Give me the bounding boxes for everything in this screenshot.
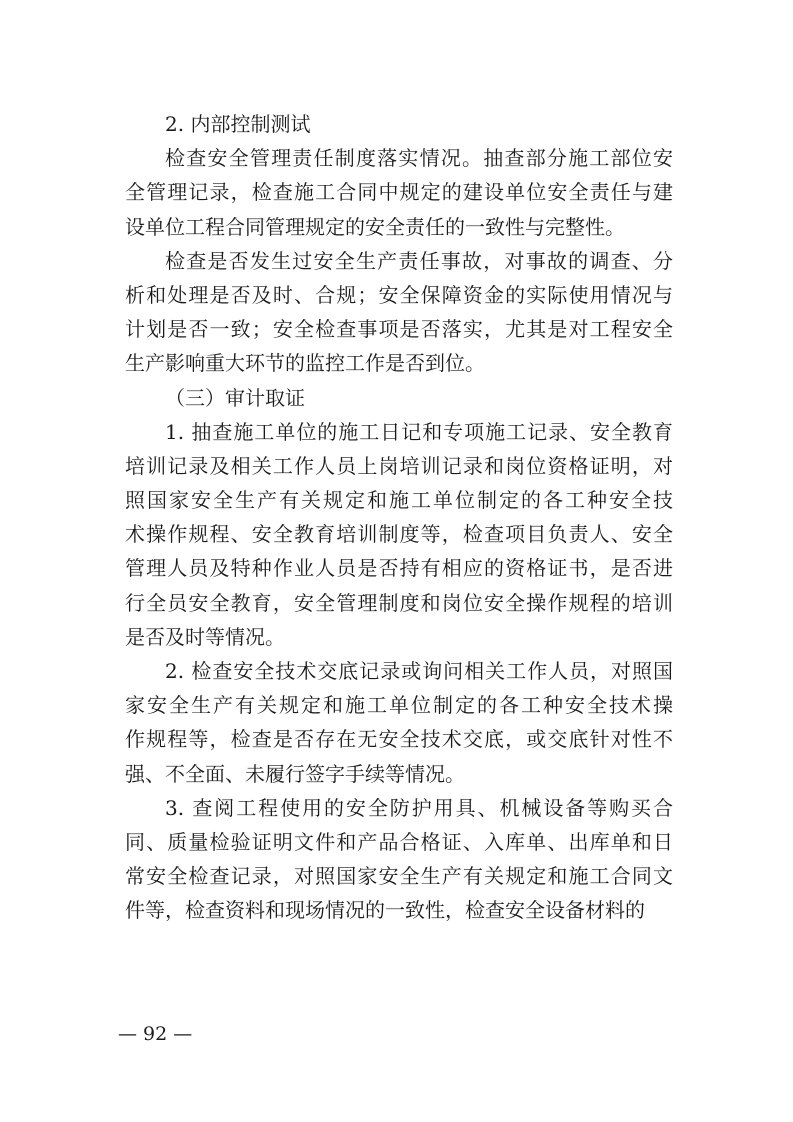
- paragraph-line: 检查是否发生过安全生产责任事故，对事故的调查、分: [165, 248, 673, 273]
- paragraph-line: 析和处理是否及时、合规；安全保障资金的实际使用情况与: [125, 282, 673, 307]
- item-3: [125, 791, 673, 928]
- paragraph-line: 照国家安全生产有关规定和施工单位制定的各工种安全技: [125, 488, 673, 513]
- item-2: [125, 654, 673, 791]
- paragraph-line: 常安全检查记录，对照国家安全生产有关规定和施工合同文: [125, 864, 673, 889]
- paragraph-line: 强、不全面、未履行签字手续等情况。: [125, 761, 465, 786]
- page-number: — 92 —: [118, 1023, 193, 1045]
- paragraph-line: 管理人员及特种作业人员是否持有相应的资格证书，是否进: [125, 556, 673, 581]
- paragraph-line: 是否及时等情况。: [125, 624, 285, 649]
- paragraph-line: 同、质量检验证明文件和产品合格证、入库单、出库单和日: [125, 829, 673, 854]
- paragraph-line: 作规程等，检查是否存在无安全技术交底，或交底针对性不: [125, 727, 673, 752]
- heading-internal-control-test: [125, 107, 673, 141]
- paragraph-line: 3. 查阅工程使用的安全防护用具、机械设备等购买合: [165, 795, 673, 820]
- paragraph-line: 计划是否一致；安全检查事项是否落实，尤其是对工程安全: [125, 317, 673, 342]
- paragraph-line: 全管理记录，检查施工合同中规定的建设单位安全责任与建: [125, 180, 673, 205]
- para-accident-check: [125, 244, 673, 381]
- paragraph-line: 术操作规程、安全教育培训制度等，检查项目负责人、安全: [125, 522, 673, 547]
- paragraph-line: 培训记录及相关工作人员上岗培训记录和岗位资格证明，对: [125, 453, 673, 478]
- paragraph-line: 检查安全管理责任制度落实情况。抽查部分施工部位安: [165, 146, 673, 171]
- heading-line: 2. 内部控制测试: [165, 112, 311, 136]
- paragraph-line: 1. 抽查施工单位的施工日记和专项施工记录、安全教育: [165, 419, 673, 444]
- heading-audit-evidence: [125, 381, 673, 415]
- item-1: [125, 415, 673, 654]
- paragraph-line: 家安全生产有关规定和施工单位制定的各工种安全技术操: [125, 693, 673, 718]
- paragraph-line: 行全员安全教育，安全管理制度和岗位安全操作规程的培训: [125, 590, 673, 615]
- paragraph-line: 件等，检查资料和现场情况的一致性，检查安全设备材料的: [125, 898, 645, 923]
- para-responsibility-check: [125, 141, 673, 244]
- body-text: [125, 107, 673, 928]
- paragraph-line: 生产影响重大环节的监控工作是否到位。: [125, 351, 485, 376]
- paragraph-line: 设单位工程合同管理规定的安全责任的一致性与完整性。: [125, 214, 625, 239]
- heading-line: （三）审计取证: [165, 385, 305, 410]
- paragraph-line: 2. 检查安全技术交底记录或询问相关工作人员，对照国: [165, 659, 673, 683]
